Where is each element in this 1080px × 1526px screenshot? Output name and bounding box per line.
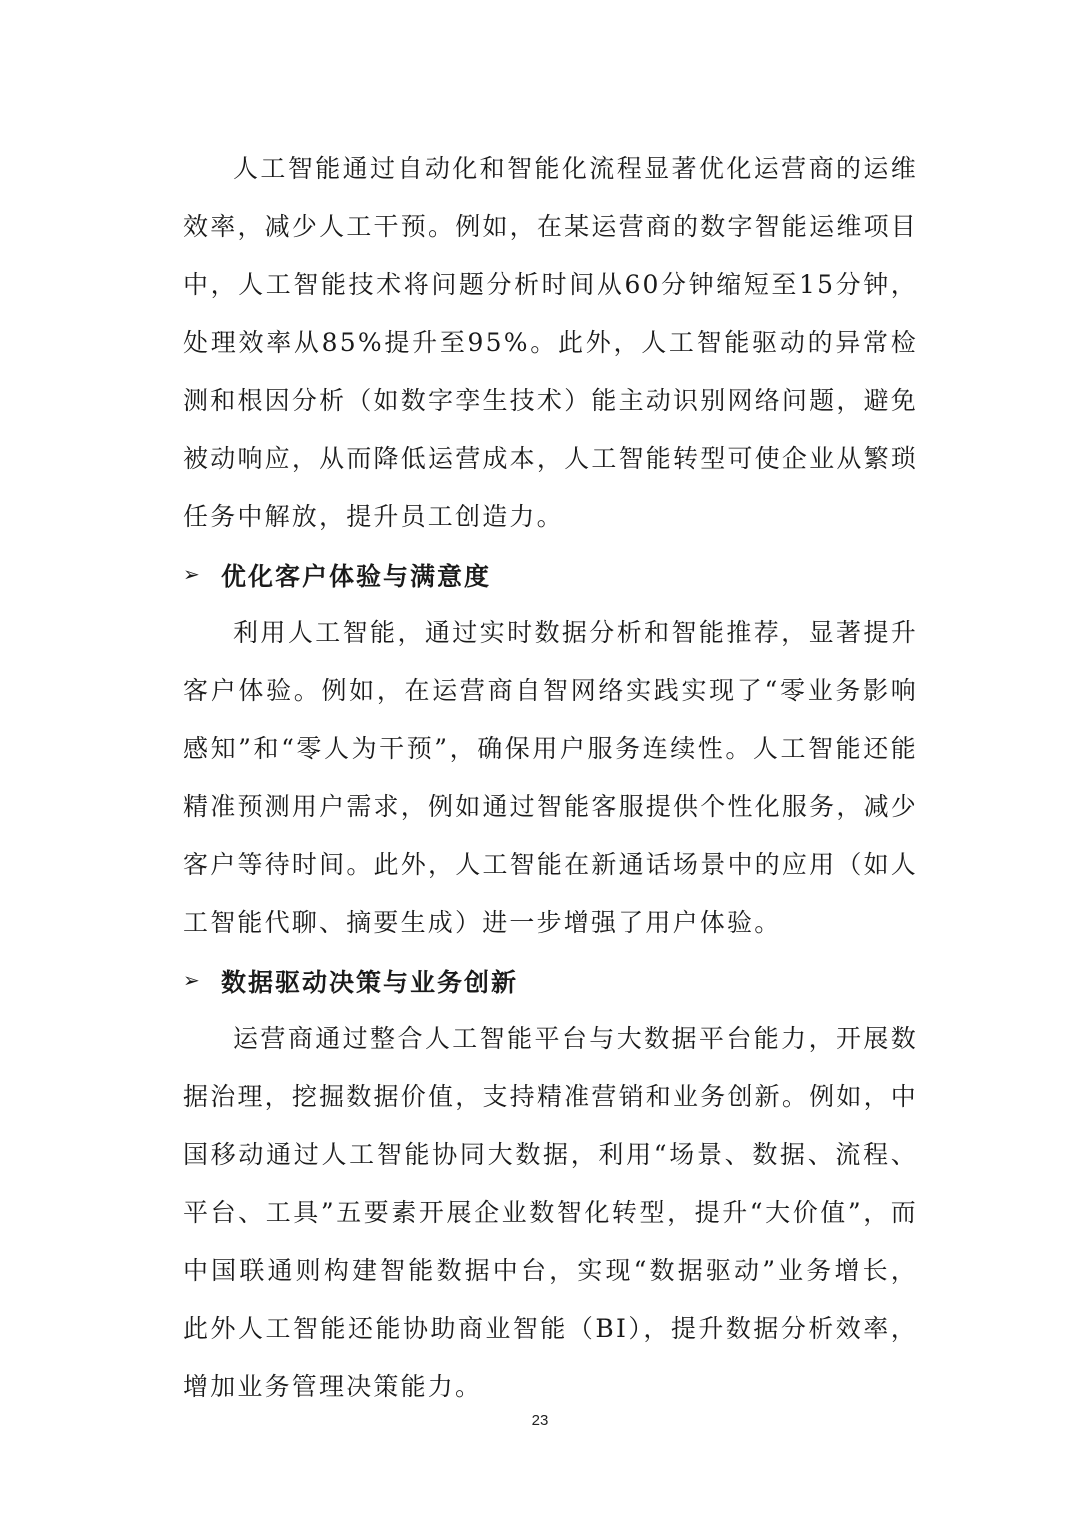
- arrow-bullet-icon: ➢: [183, 968, 202, 992]
- section-heading-label: 数据驱动决策与业务创新: [221, 968, 519, 997]
- section-heading-customer-experience: [183, 546, 918, 604]
- section-heading-data-driven: [183, 952, 918, 1010]
- page-number: 23: [531, 1412, 549, 1429]
- paragraph-data-driven: 运营商通过整合人工智能平台与大数据平台能力，开展数据治理，挖掘数据价值，支持精准营销和业务创新。例如，中国移动通过人工智能协同大数据，利用“场景、数据、流程、平台、工具”五要素开展企业数智化转型，提升“大价值”，而中国联通则构建智能数据中台，实现“数据驱动”业务增长，此外人工智能还能协助商业智能（BI），提升数据分析效率，增加业务管理决策能力。: [183, 1024, 918, 1401]
- arrow-bullet-icon: ➢: [183, 562, 202, 586]
- section-heading-label: 优化客户体验与满意度: [221, 562, 492, 591]
- paragraph-ops-efficiency: 人工智能通过自动化和智能化流程显著优化运营商的运维效率，减少人工干预。例如，在某运营商的数字智能运维项目中，人工智能技术将问题分析时间从60分钟缩短至15分钟，处理效率从85%提升至95%。此外，人工智能驱动的异常检测和根因分析（如数字孪生技术）能主动识别网络问题，避免被动响应，从而降低运营成本，人工智能转型可使企业从繁琐任务中解放，提升员工创造力。: [183, 154, 918, 531]
- page-body: [183, 140, 918, 1416]
- paragraph-customer-experience: 利用人工智能，通过实时数据分析和智能推荐，显著提升客户体验。例如，在运营商自智网络实践实现了“零业务影响感知”和“零人为干预”，确保用户服务连续性。人工智能还能精准预测用户需求，例如通过智能客服提供个性化服务，减少客户等待时间。此外，人工智能在新通话场景中的应用（如人工智能代聊、摘要生成）进一步增强了用户体验。: [183, 618, 918, 937]
